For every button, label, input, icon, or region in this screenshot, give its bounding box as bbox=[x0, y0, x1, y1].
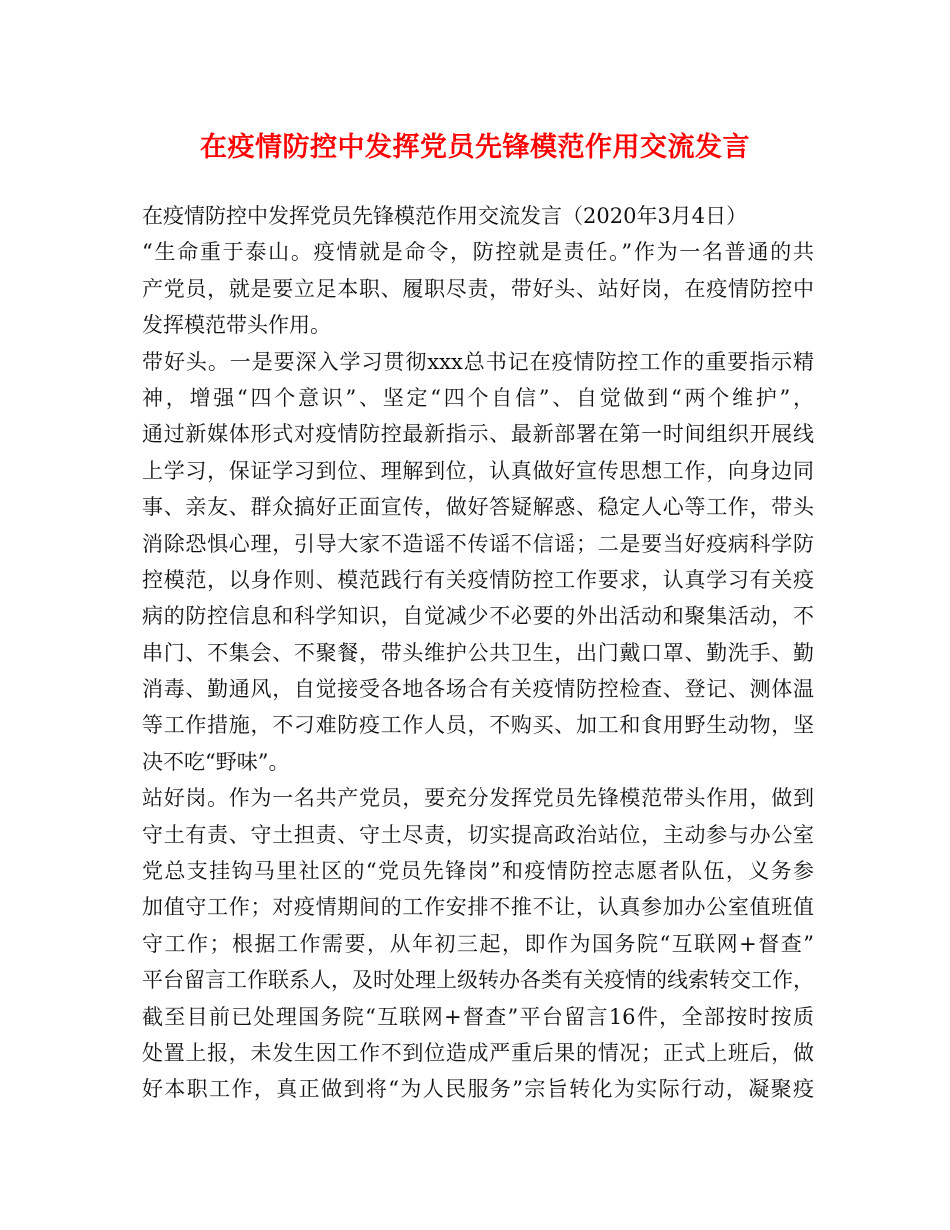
body-line: 处置上报，未发生因工作不到位造成严重后果的情况；正式上班后，做 bbox=[142, 1040, 814, 1065]
body-line: 加值守工作；对疫情期间的工作安排不推不让，认真参加办公室值班值 bbox=[142, 895, 814, 920]
body-line: 消毒、勤通风，自觉接受各地各场合有关疫情防控检查、登记、测体温 bbox=[142, 677, 814, 702]
body-line: 上学习，保证学习到位、理解到位，认真做好宣传思想工作，向身边同 bbox=[142, 458, 814, 483]
body-line: 决不吃“野味”。 bbox=[142, 749, 290, 774]
body-line: 站好岗。作为一名共产党员，要充分发挥党员先锋模范带头作用，做到 bbox=[142, 786, 814, 811]
body-line: 控模范，以身作则、模范践行有关疫情防控工作要求，认真学习有关疫 bbox=[142, 567, 814, 592]
body-line: 消除恐惧心理，引导大家不造谣不传谣不信谣；二是要当好疫病科学防 bbox=[142, 531, 814, 556]
body-line: 串门、不集会、不聚餐，带头维护公共卫生，出门戴口罩、勤洗手、勤 bbox=[142, 640, 814, 665]
body-line: 截至目前已处理国务院“互联网+督查”平台留言16件，全部按时按质 bbox=[142, 1004, 814, 1029]
body-line: 党总支挂钩马里社区的“党员先锋岗”和疫情防控志愿者队伍，义务参 bbox=[142, 859, 814, 884]
body-line: 病的防控信息和科学知识，自觉减少不必要的外出活动和聚集活动，不 bbox=[142, 604, 814, 629]
body-line: 发挥模范带头作用。 bbox=[142, 313, 331, 338]
body-line: 带好头。一是要深入学习贯彻xxx总书记在疫情防控工作的重要指示精 bbox=[142, 349, 814, 374]
document-body bbox=[142, 198, 814, 1108]
body-line: 产党员，就是要立足本职、履职尽责，带好头、站好岗，在疫情防控中 bbox=[142, 276, 814, 301]
body-line: 在疫情防控中发挥党员先锋模范作用交流发言（2020年3月4日） bbox=[142, 204, 748, 228]
document-title: 在疫情防控中发挥党员先锋模范作用交流发言 bbox=[200, 132, 750, 163]
body-line: 守土有责、守土担责、守土尽责，切实提高政治站位，主动参与办公室 bbox=[142, 822, 814, 847]
body-line: 通过新媒体形式对疫情防控最新指示、最新部署在第一时间组织开展线 bbox=[142, 422, 814, 447]
body-line: 等工作措施，不刁难防疫工作人员，不购买、加工和食用野生动物，坚 bbox=[142, 713, 814, 738]
body-line: 守工作；根据工作需要，从年初三起，即作为国务院“互联网+督查” bbox=[142, 931, 814, 956]
body-line: 神，增强“四个意识”、坚定“四个自信”、自觉做到“两个维护”， bbox=[142, 385, 814, 410]
body-line: 好本职工作，真正做到将“为人民服务”宗旨转化为实际行动，凝聚疫 bbox=[142, 1077, 814, 1102]
body-line: 事、亲友、群众搞好正面宣传，做好答疑解惑、稳定人心等工作，带头 bbox=[142, 495, 814, 520]
body-line: “生命重于泰山。疫情就是命令，防控就是责任。”作为一名普通的共 bbox=[142, 240, 814, 265]
body-line: 平台留言工作联系人，及时处理上级转办各类有关疫情的线索转交工作， bbox=[142, 968, 814, 993]
